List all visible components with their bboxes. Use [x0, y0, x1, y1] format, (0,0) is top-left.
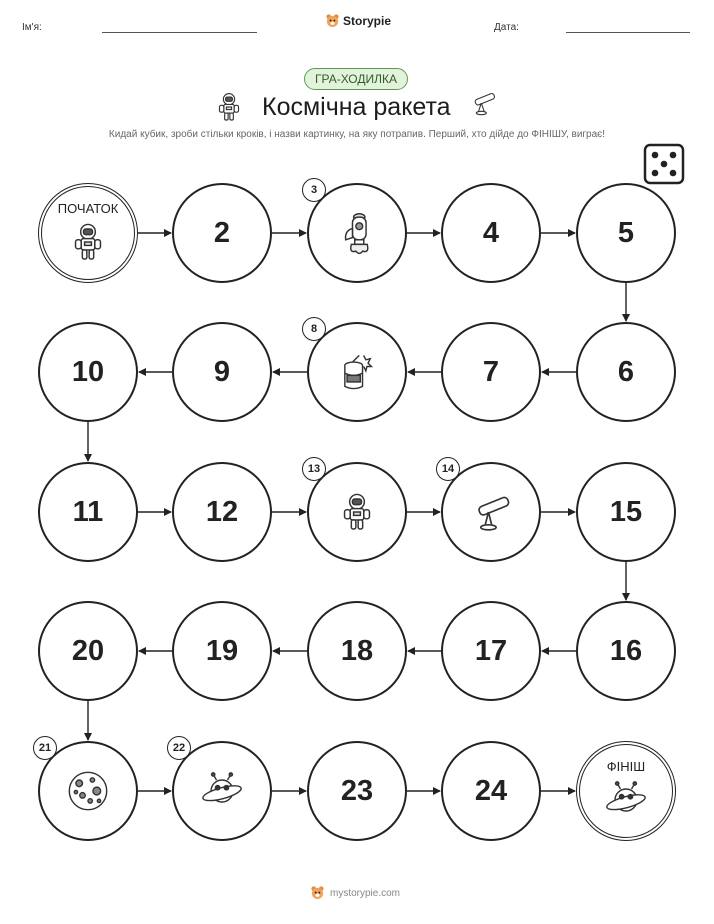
cell-number-badge: 22 [167, 736, 191, 760]
moon-icon [66, 769, 110, 813]
finish-label: ФІНІШ [606, 759, 646, 774]
finish-cell[interactable] [576, 741, 676, 841]
footer-logo [310, 885, 325, 905]
board-cell-15[interactable] [576, 462, 676, 562]
board-cell-6[interactable] [576, 322, 676, 422]
astronaut-icon [340, 492, 374, 532]
brand-name: Storypie [343, 13, 392, 28]
board-cell-20[interactable] [38, 601, 138, 701]
board-cell-11[interactable] [38, 462, 138, 562]
date-label: Дата: [494, 22, 519, 33]
start-label: ПОЧАТОК [57, 201, 119, 216]
cell-number-badge: 14 [436, 457, 460, 481]
board-cell-4[interactable] [441, 183, 541, 283]
alien-ufo-icon [604, 780, 648, 820]
telescope-icon [468, 492, 514, 532]
cell-number: 23 [340, 774, 374, 807]
board-cell-23[interactable] [307, 741, 407, 841]
cell-number: 17 [474, 634, 508, 667]
board-cell-18[interactable] [307, 601, 407, 701]
board-cell-24[interactable] [441, 741, 541, 841]
page-title: Космічна ракета [262, 93, 451, 121]
cell-number: 20 [71, 634, 105, 667]
cell-number: 15 [609, 495, 643, 528]
board-cell-12[interactable] [172, 462, 272, 562]
cell-number: 19 [205, 634, 239, 667]
cell-number: 4 [482, 216, 500, 249]
cell-number: 24 [474, 774, 508, 807]
rocket-icon [340, 210, 374, 256]
board-cell-17[interactable] [441, 601, 541, 701]
cell-number: 2 [213, 216, 231, 249]
astronaut-icon [71, 222, 105, 262]
board-cell-19[interactable] [172, 601, 272, 701]
game-type-badge: ГРА-ХОДИЛКА [304, 68, 408, 90]
cell-number-badge: 8 [302, 317, 326, 341]
board-cell-5[interactable] [576, 183, 676, 283]
name-label: Ім'я: [22, 22, 42, 33]
cell-number: 18 [340, 634, 374, 667]
cell-number: 6 [617, 355, 635, 388]
cell-number: 9 [213, 355, 231, 388]
cell-number-badge: 3 [302, 178, 326, 202]
alien-ufo-icon [200, 771, 244, 811]
board-cell-2[interactable] [172, 183, 272, 283]
board-cell-9[interactable] [172, 322, 272, 422]
space-can-icon [339, 351, 375, 393]
cell-number: 11 [72, 495, 104, 528]
footer-site[interactable]: mystorypie.com [330, 888, 401, 899]
cell-number-badge: 13 [302, 457, 326, 481]
instructions: Кидай кубик, зроби стільки кроків, і назви картинку, на яку потрапив. Перший, хто дійде до ФІНІШУ, виграє! [108, 129, 606, 140]
bear-logo-icon [310, 885, 325, 900]
cell-number: 5 [617, 216, 635, 249]
cell-number: 12 [205, 495, 239, 528]
board-cell-7[interactable] [441, 322, 541, 422]
cell-number: 16 [609, 634, 643, 667]
cell-number-badge: 21 [33, 736, 57, 760]
cell-number: 7 [482, 355, 500, 388]
start-cell[interactable] [38, 183, 138, 283]
board-cell-10[interactable] [38, 322, 138, 422]
board-cell-16[interactable] [576, 601, 676, 701]
cell-number: 10 [71, 355, 105, 388]
